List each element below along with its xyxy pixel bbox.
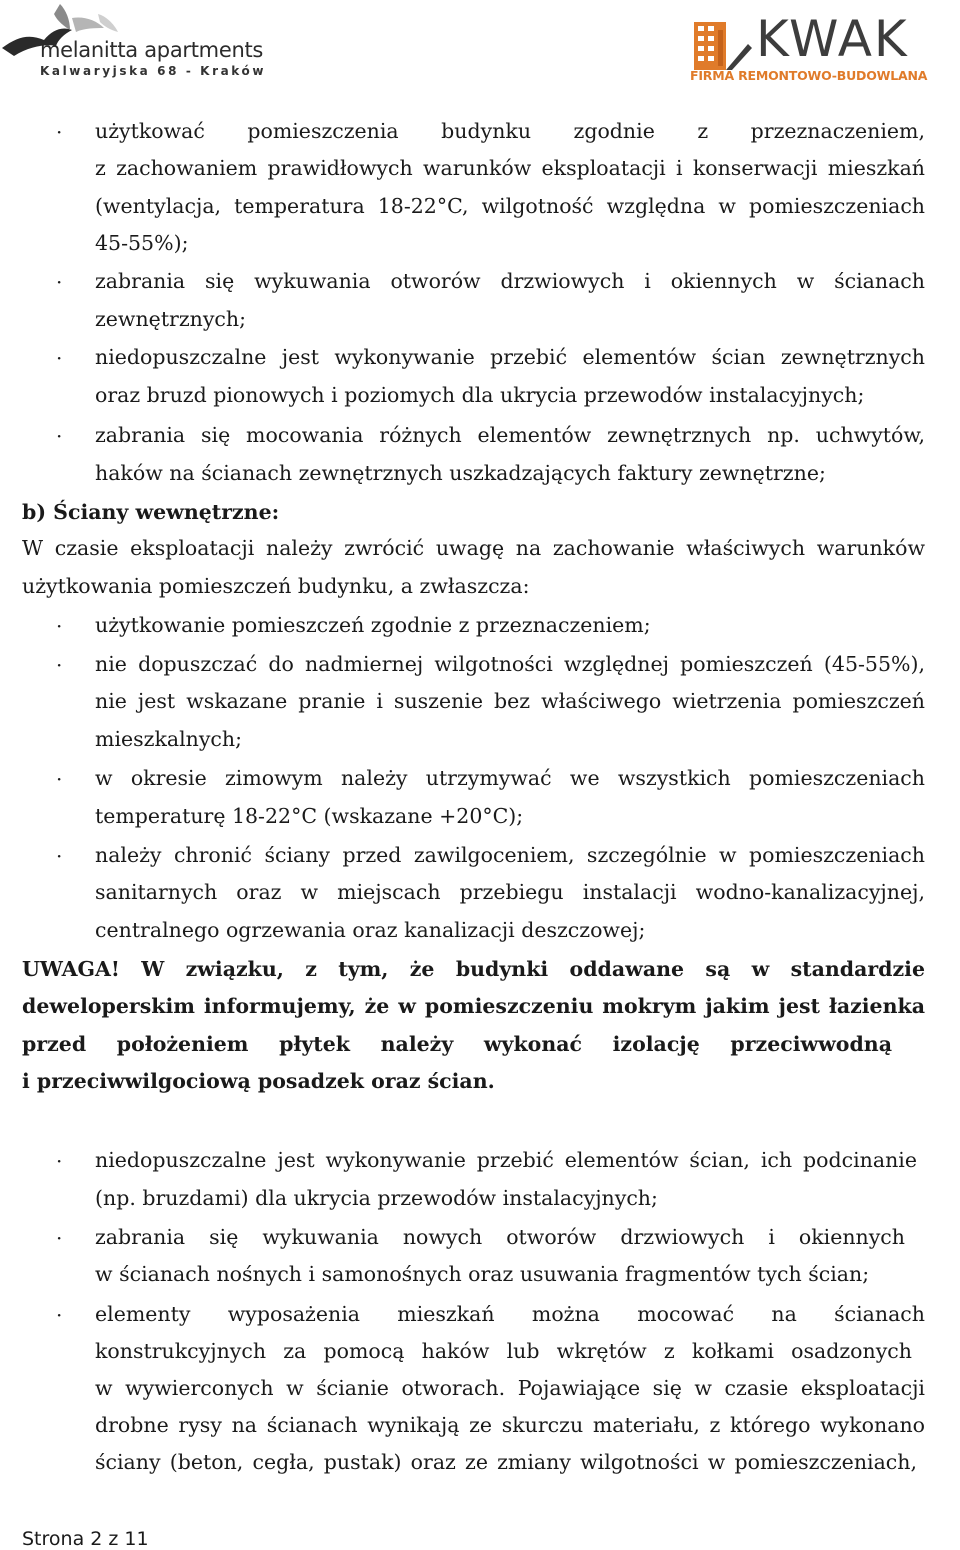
paragraph-line: oraz bruzd pionowych i poziomych dla ukrycia przewodów instalacyjnych; xyxy=(95,383,865,407)
bullet: · xyxy=(56,1303,63,1327)
warning-line: i przeciwwilgociową posadzek oraz ścian. xyxy=(22,1069,495,1093)
melanitta-address: Kalwaryjska 68 - Kraków xyxy=(40,64,267,78)
paragraph-line: (np. bruzdami) dla ukrycia przewodów instalacyjnych; xyxy=(95,1186,658,1210)
paragraph-line: nie dopuszczać do nadmiernej wilgotności względnej pomieszczeń (45-55%), xyxy=(95,652,925,676)
page-header xyxy=(0,0,960,90)
melanitta-logo xyxy=(0,0,280,88)
paragraph-line: zabrania się mocowania różnych elementów zewnętrznych np. uchwytów, xyxy=(95,423,925,447)
kwak-name: KWAK xyxy=(756,10,909,68)
paragraph-line: (wentylacja, temperatura 18-22°C, wilgotność względna w pomieszczeniach xyxy=(95,194,925,218)
paragraph-line: użytkować pomieszczenia budynku zgodnie z przeznaczeniem, xyxy=(95,119,925,143)
page-number: Strona 2 z 11 xyxy=(22,1528,149,1550)
paragraph-line: W czasie eksploatacji należy zwrócić uwagę na zachowanie właściwych warunków xyxy=(22,536,925,560)
paragraph-line: niedopuszczalne jest wykonywanie przebić elementów ścian, ich podcinanie xyxy=(95,1148,917,1172)
paragraph-line: mieszkalnych; xyxy=(95,727,243,751)
paragraph-line: temperaturę 18-22°C (wskazane +20°C); xyxy=(95,804,524,828)
bullet: · xyxy=(56,1149,63,1173)
paragraph-line: 45-55%); xyxy=(95,231,189,255)
bullet: · xyxy=(56,424,63,448)
section-heading: b) Ściany wewnętrzne: xyxy=(22,500,280,524)
warning-line: UWAGA! W związku, z tym, że budynki oddawane są w standardzie xyxy=(22,957,925,981)
paragraph-line: z zachowaniem prawidłowych warunków eksploatacji i konserwacji mieszkań xyxy=(95,156,925,180)
bullet: · xyxy=(56,270,63,294)
bullet: · xyxy=(56,653,63,677)
kwak-subtitle: FIRMA REMONTOWO-BUDOWLANA xyxy=(690,68,928,83)
melanitta-name: melanitta apartments xyxy=(40,38,264,62)
paragraph-line: elementy wyposażenia mieszkań można mocować na ścianach xyxy=(95,1302,925,1326)
paragraph-line: w wywierconych w ścianie otworach. Pojawiające się w czasie eksploatacji xyxy=(95,1376,925,1400)
paragraph-line: centralnego ogrzewania oraz kanalizacji deszczowej; xyxy=(95,918,646,942)
warning-line: przed położeniem płytek należy wykonać izolację przeciwwodną xyxy=(22,1032,892,1056)
bullet: · xyxy=(56,614,63,638)
paragraph-line: haków na ścianach zewnętrznych uszkadzających faktury zewnętrzne; xyxy=(95,461,826,485)
paragraph-line: zabrania się wykuwania nowych otworów drzwiowych i okiennych xyxy=(95,1225,905,1249)
bullet: · xyxy=(56,767,63,791)
warning-line: deweloperskim informujemy, że w pomieszczeniu mokrym jakim jest łazienka xyxy=(22,994,925,1018)
paragraph-line: sanitarnych oraz w miejscach przebiegu instalacji wodno-kanalizacyjnej, xyxy=(95,880,925,904)
paragraph-line: zewnętrznych; xyxy=(95,307,247,331)
paragraph-line: w okresie zimowym należy utrzymywać we wszystkich pomieszczeniach xyxy=(95,766,925,790)
paragraph-line: niedopuszczalne jest wykonywanie przebić elementów ścian zewnętrznych xyxy=(95,345,925,369)
paragraph-line: ściany (beton, cegła, pustak) oraz ze zmiany wilgotności w pomieszczeniach, xyxy=(95,1450,917,1474)
paragraph-line: użytkowanie pomieszczeń zgodnie z przeznaczeniem; xyxy=(95,613,651,637)
bullet: · xyxy=(56,1226,63,1250)
paragraph-line: konstrukcyjnych za pomocą haków lub wkrętów z kołkami osadzonych xyxy=(95,1339,912,1363)
bullet: · xyxy=(56,346,63,370)
paragraph-line: zabrania się wykuwania otworów drzwiowych i okiennych w ścianach xyxy=(95,269,925,293)
paragraph-line: użytkowania pomieszczeń budynku, a zwłaszcza: xyxy=(22,574,530,598)
paragraph-line: nie jest wskazane pranie i suszenie bez właściwego wietrzenia pomieszczeń xyxy=(95,689,925,713)
bullet: · xyxy=(56,844,63,868)
building-icon xyxy=(690,16,756,72)
kwak-logo xyxy=(690,10,950,88)
paragraph-line: w ścianach nośnych i samonośnych oraz usuwania fragmentów tych ścian; xyxy=(95,1262,870,1286)
paragraph-line: drobne rysy na ścianach wynikają ze skurczu materiału, z którego wykonano xyxy=(95,1413,925,1437)
paragraph-line: należy chronić ściany przed zawilgoceniem, szczególnie w pomieszczeniach xyxy=(95,843,925,867)
bullet: · xyxy=(56,120,63,144)
